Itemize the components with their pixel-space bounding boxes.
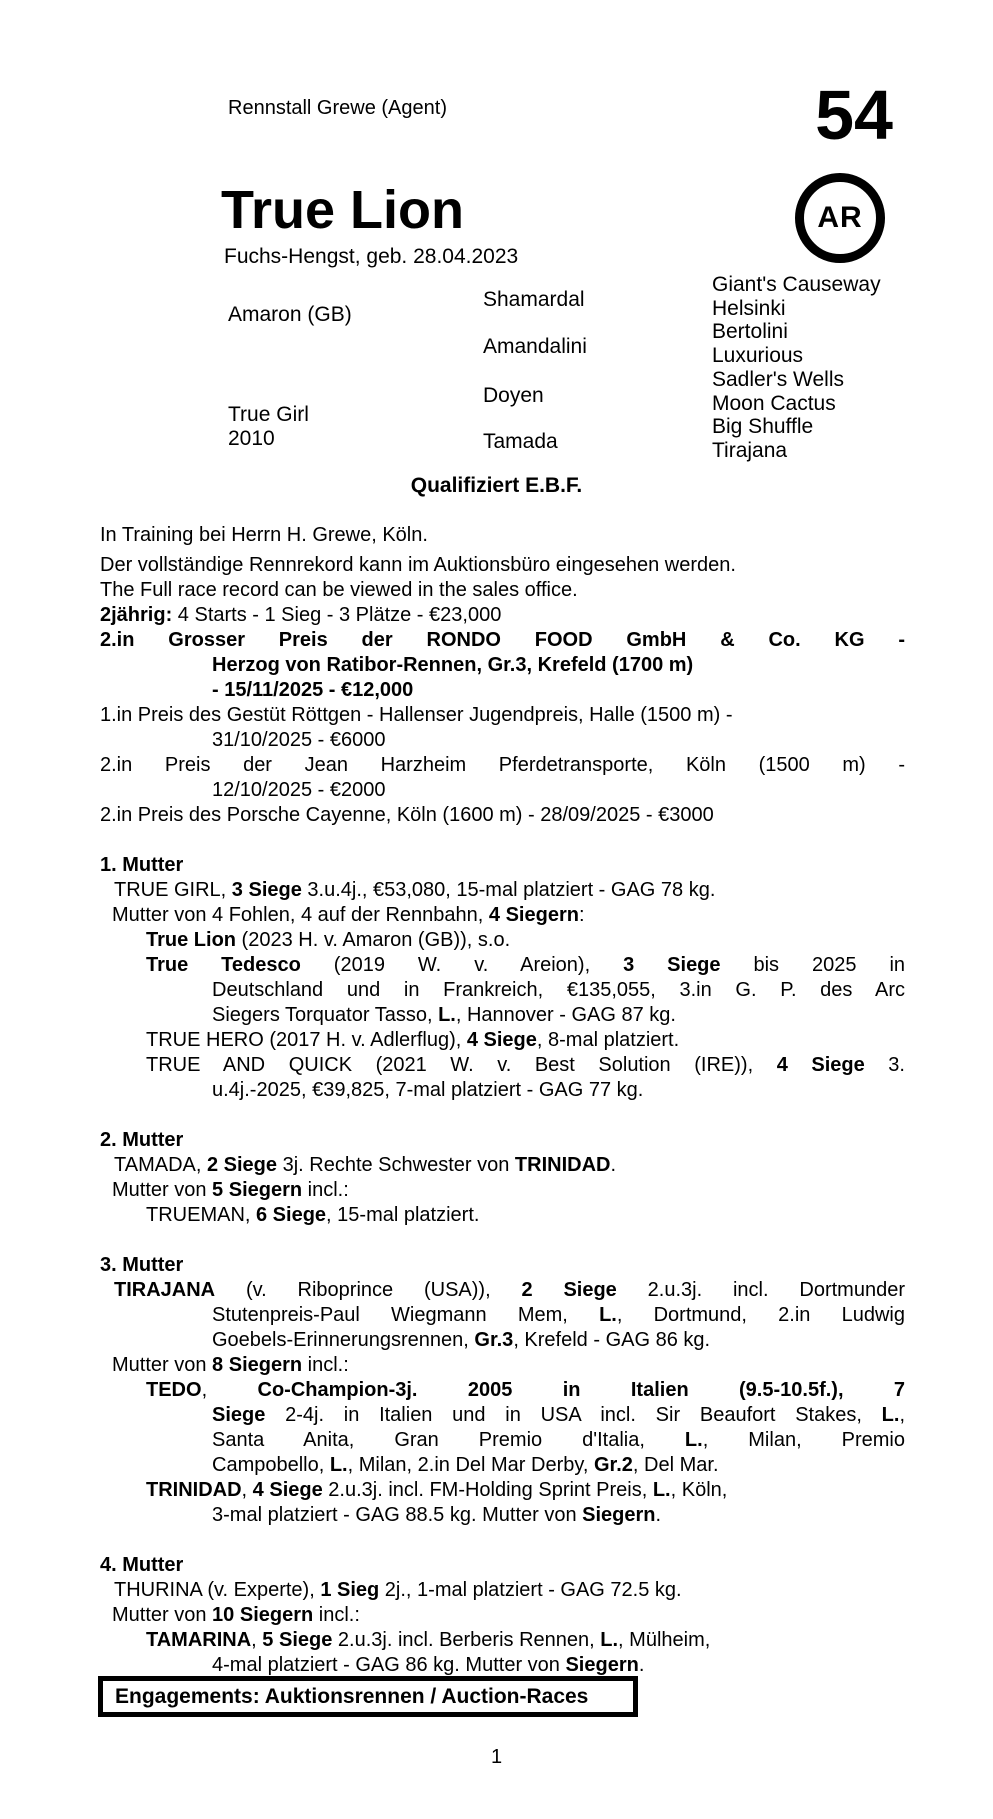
dam-sections — [100, 853, 905, 1678]
text-line: 2.in Preis der Jean Harzheim Pferdetransporte, Köln (1500 m) - — [100, 754, 905, 776]
text-line: TRUE GIRL, 3 Siege 3.u.4j., €53,080, 15-mal platziert - GAG 78 kg. — [114, 879, 716, 901]
text-line: TRINIDAD, 4 Siege 2.u.3j. incl. FM-Holding Sprint Preis, L., Köln, — [146, 1479, 728, 1501]
text-line: Mutter von 4 Fohlen, 4 auf der Rennbahn, 4 Siegern: — [112, 904, 585, 926]
text-line: 2.in Grosser Preis der RONDO FOOD GmbH & Co. KG - — [100, 629, 905, 651]
text-line: Deutschland und in Frankreich, €135,055, 3.in G. P. des Arc — [212, 979, 905, 1001]
ar-badge-label: AR — [817, 201, 863, 234]
ar-badge — [795, 173, 885, 263]
text-line: Mutter von 10 Siegern incl.: — [112, 1604, 360, 1626]
text-line: THURINA (v. Experte), 1 Sieg 2j., 1-mal platziert - GAG 72.5 kg. — [114, 1579, 682, 1601]
text-line: TRUE AND QUICK (2021 W. v. Best Solution (IRE)), 4 Siege 3. — [146, 1054, 905, 1076]
dam-section — [100, 1553, 905, 1678]
pedigree-dam — [228, 403, 309, 451]
engagements-label: Engagements: Auktionsrennen / Auction-Races — [115, 1684, 589, 1708]
dam-section-heading: 2. Mutter — [100, 1129, 184, 1151]
text-line: TRUE HERO (2017 H. v. Adlerflug), 4 Siege, 8-mal platziert. — [146, 1029, 680, 1051]
dam-section-heading: 4. Mutter — [100, 1554, 184, 1576]
pedigree-gen2-sire-dam: Amandalini — [483, 335, 587, 358]
lot-number: 54 — [815, 76, 893, 154]
dam-section-heading: 1. Mutter — [100, 854, 184, 876]
text-line: Goebels-Erinnerungsrennen, Gr.3, Krefeld - GAG 86 kg. — [212, 1329, 711, 1351]
pedigree-gen3-entry: Luxurious — [712, 344, 804, 368]
horse-name-title: True Lion — [221, 180, 464, 240]
text-line: TAMARINA, 5 Siege 2.u.3j. incl. Berberis Rennen, L., Mülheim, — [146, 1629, 711, 1651]
text-line: 4-mal platziert - GAG 86 kg. Mutter von Siegern. — [212, 1654, 645, 1676]
text-line: True Lion (2023 H. v. Amaron (GB)), s.o. — [146, 929, 511, 951]
pedigree-gen3-entry: Big Shuffle — [712, 415, 814, 439]
qualification-line: Qualifiziert E.B.F. — [410, 474, 583, 497]
text-line: TRUEMAN, 6 Siege, 15-mal platziert. — [146, 1204, 480, 1226]
text-line: 2.in Preis des Porsche Cayenne, Köln (1600 m) - 28/09/2025 - €3000 — [100, 804, 714, 826]
training-line: In Training bei Herrn H. Grewe, Köln. — [100, 524, 428, 546]
text-line: Santa Anita, Gran Premio d'Italia, L., Milan, Premio — [212, 1429, 905, 1451]
pedigree-gen2-dam-dam: Tamada — [483, 430, 558, 453]
text-line: TAMADA, 2 Siege 3j. Rechte Schwester von TRINIDAD. — [114, 1154, 617, 1176]
text-line: TIRAJANA (v. Riboprince (USA)), 2 Siege 2.u.3j. incl. Dortmunder — [114, 1279, 905, 1301]
text-line: u.4j.-2025, €39,825, 7-mal platziert - GAG 77 kg. — [212, 1079, 644, 1101]
pedigree-gen2-sire-sire: Shamardal — [483, 288, 585, 311]
text-line: 1.in Preis des Gestüt Röttgen - Hallenser Jugendpreis, Halle (1500 m) - — [100, 704, 733, 726]
pedigree-gen3-entry: Sadler's Wells — [712, 367, 844, 391]
pedigree-gen3-entry: Tirajana — [712, 438, 788, 462]
pedigree-dam-name: True Girl — [228, 403, 309, 426]
engagements-box — [98, 1676, 638, 1717]
pedigree-gen3-entry: Moon Cactus — [712, 391, 836, 415]
dam-section — [100, 1128, 905, 1228]
pedigree-dam-year: 2010 — [228, 427, 275, 450]
dam-section — [100, 853, 905, 1103]
pedigree-sire: Amaron (GB) — [228, 303, 352, 326]
text-line: Siegers Torquator Tasso, L., Hannover - GAG 87 kg. — [212, 1004, 676, 1026]
pedigree-gen3-entry: Giant's Causeway — [712, 273, 881, 296]
text-line: 2jährig: 4 Starts - 1 Sieg - 3 Plätze - €23,000 — [100, 604, 502, 626]
text-line: Mutter von 5 Siegern incl.: — [112, 1179, 349, 1201]
text-line: Herzog von Ratibor-Rennen, Gr.3, Krefeld (1700 m) — [212, 654, 694, 676]
text-line: 12/10/2025 - €2000 — [212, 779, 386, 801]
consignor-name: Rennstall Grewe (Agent) — [228, 97, 447, 119]
pedigree-gen3-entry: Helsinki — [712, 296, 786, 320]
page-number: 1 — [490, 1746, 503, 1768]
body-text — [100, 523, 905, 1678]
dam-section-heading: 3. Mutter — [100, 1254, 184, 1276]
text-line: Mutter von 8 Siegern incl.: — [112, 1354, 349, 1376]
pedigree-gen3-column — [712, 273, 881, 463]
text-line: - 15/11/2025 - €12,000 — [212, 679, 414, 701]
text-line: 3-mal platziert - GAG 88.5 kg. Mutter von Siegern. — [212, 1504, 662, 1526]
text-line: 31/10/2025 - €6000 — [212, 729, 386, 751]
text-line: Campobello, L., Milan, 2.in Del Mar Derby, Gr.2, Del Mar. — [212, 1454, 719, 1476]
race-record — [100, 553, 905, 828]
text-line: Der vollständige Rennrekord kann im Auktionsbüro eingesehen werden. — [100, 554, 736, 576]
dam-section — [100, 1253, 905, 1528]
pedigree-gen2-dam-sire: Doyen — [483, 384, 544, 407]
text-line: The Full race record can be viewed in the sales office. — [100, 579, 578, 601]
horse-description: Fuchs-Hengst, geb. 28.04.2023 — [224, 245, 519, 268]
text-line: True Tedesco (2019 W. v. Areion), 3 Siege bis 2025 in — [146, 954, 906, 976]
text-line: TEDO, Co-Champion-3j. 2005 in Italien (9.5-10.5f.), 7 — [146, 1379, 905, 1401]
text-line: Siege 2-4j. in Italien und in USA incl. Sir Beaufort Stakes, L., — [212, 1404, 905, 1426]
text-line: Stutenpreis-Paul Wiegmann Mem, L., Dortmund, 2.in Ludwig — [212, 1304, 905, 1326]
pedigree-gen3-entry: Bertolini — [712, 320, 788, 344]
